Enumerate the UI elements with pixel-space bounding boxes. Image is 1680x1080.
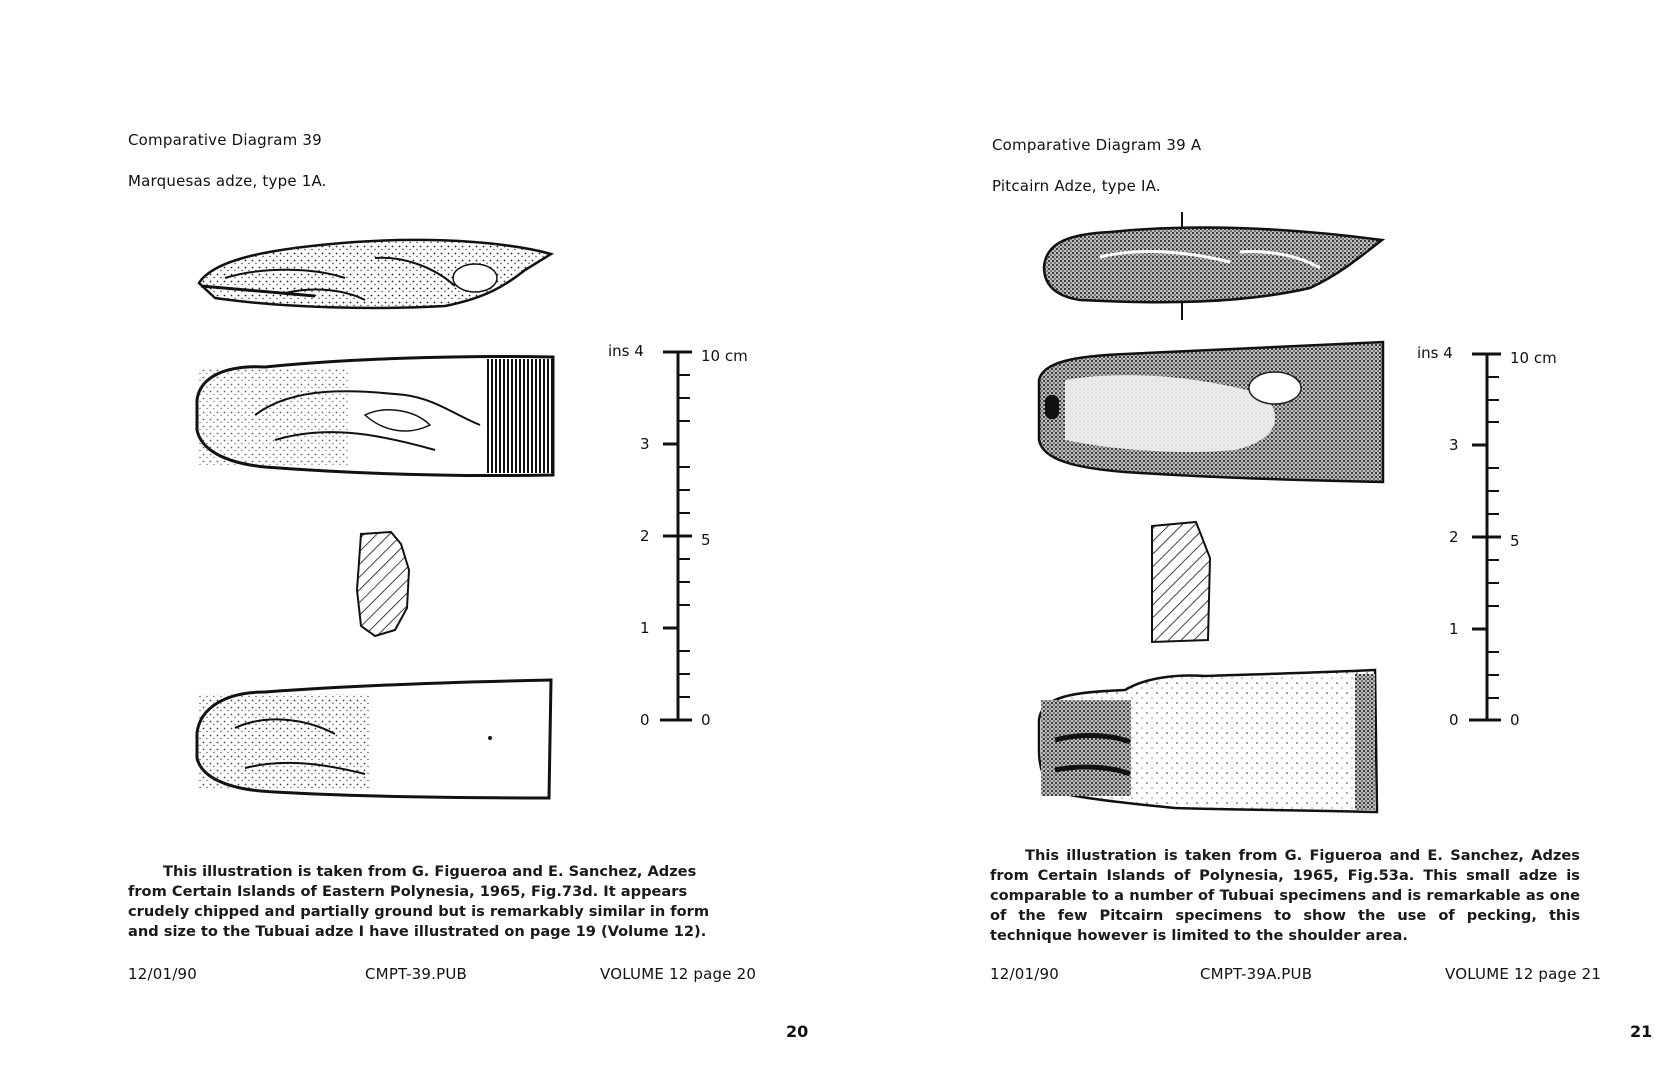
scale-ins-tick-2: 2 — [1449, 528, 1459, 546]
caption-paragraph — [990, 846, 1580, 946]
scale-cm-tick-5: 5 — [701, 531, 711, 549]
adze-side-view-illustration — [1040, 212, 1390, 322]
adze-front-view-illustration — [195, 355, 555, 480]
adze-back-view-illustration — [1035, 670, 1390, 815]
page-number: 21 — [1630, 1022, 1653, 1041]
diagram-subtitle: Pitcairn Adze, type IA. — [992, 177, 1161, 195]
footer-volume: VOLUME 12 page 20 — [600, 965, 757, 983]
scale-ins-tick-0: 0 — [640, 711, 650, 729]
adze-cross-section-illustration — [1148, 520, 1218, 650]
scale-ins-tick-3: 3 — [1449, 436, 1459, 454]
footer-filename: CMPT-39A.PUB — [1200, 965, 1313, 983]
scale-cm-tick-0: 0 — [701, 711, 711, 729]
caption-text: This illustration is taken from G. Figueroa and E. Sanchez, Adzes from Certain Islands of Polynesia, 1965, Fig.53a. This small adze is comparable to a number of Tubuai specimens and is remarkable as one of the few Pitcairn specimens to show the use of pecking, this technique however is limited to the shoulder area. — [990, 847, 1580, 944]
adze-back-view-illustration — [195, 678, 555, 803]
diagram-title: Comparative Diagram 39 A — [992, 136, 1202, 154]
scale-ins-tick-2: 2 — [640, 527, 650, 545]
scale-ins-tick-3: 3 — [640, 435, 650, 453]
scale-bar — [660, 350, 700, 725]
scale-cm-label: 10 cm — [1510, 349, 1557, 367]
caption-text: This illustration is taken from G. Figueroa and E. Sanchez, Adzes from Certain Islands of Eastern Polynesia, 1965, Fig.73d. It appears crudely chipped and partially ground but is remarkably similar in form and size to the Tubuai adze I have illustrated on page 19 (Volume 12). — [128, 863, 710, 940]
scale-cm-tick-5: 5 — [1510, 532, 1520, 550]
footer-volume: VOLUME 12 page 21 — [1445, 965, 1602, 983]
scale-bar — [1469, 352, 1509, 724]
scale-cm-tick-0: 0 — [1510, 711, 1520, 729]
scale-cm-label: 10 cm — [701, 347, 748, 365]
caption-paragraph — [128, 862, 718, 942]
scale-ins-label: ins 4 — [608, 342, 644, 360]
scale-ins-tick-1: 1 — [640, 619, 650, 637]
scale-ins-label: ins 4 — [1417, 344, 1453, 362]
footer-date: 12/01/90 — [128, 965, 197, 983]
adze-front-view-illustration — [1035, 340, 1390, 485]
scale-ins-tick-0: 0 — [1449, 711, 1459, 729]
adze-cross-section-illustration — [355, 530, 415, 640]
diagram-subtitle: Marquesas adze, type 1A. — [128, 172, 327, 190]
footer-date: 12/01/90 — [990, 965, 1059, 983]
adze-side-view-illustration — [195, 238, 555, 313]
diagram-title: Comparative Diagram 39 — [128, 131, 322, 149]
page-number: 20 — [786, 1022, 809, 1041]
scale-ins-tick-1: 1 — [1449, 620, 1459, 638]
footer-filename: CMPT-39.PUB — [365, 965, 468, 983]
